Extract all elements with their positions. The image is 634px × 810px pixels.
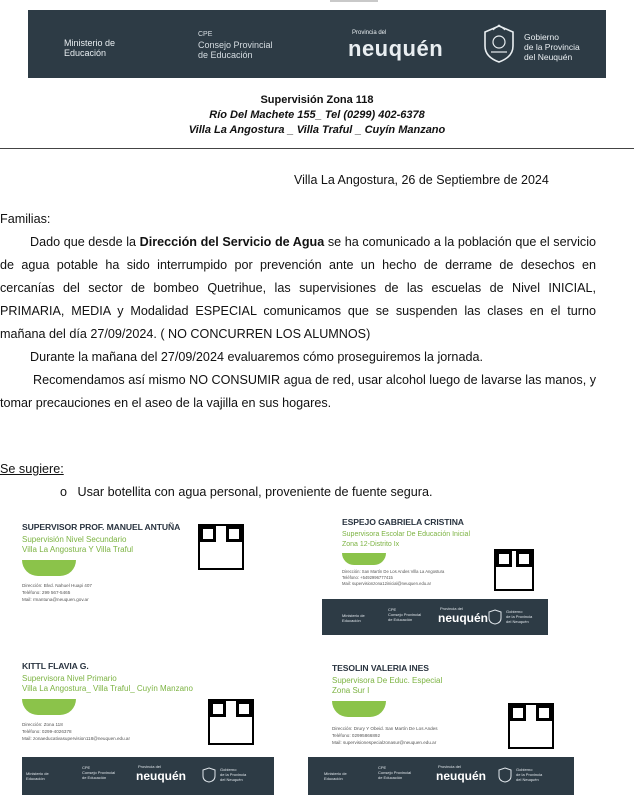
paragraph-2: Durante la mañana del 27/09/2024 evaluaremos cómo proseguiremos la jornada. [30, 350, 483, 364]
card-role: Supervisora Escolar De Educación Inicial Zona 12-Distrito Ix [342, 531, 471, 548]
suggestion-heading: Se sugiere: [0, 462, 64, 476]
signature-card-inicial [322, 517, 548, 635]
paragraph-3: Recomendamos así mismo NO CONSUMIR agua de red, usar alcohol luego de lavarse las manos, y tomar precauciones en el aseo de la vajilla en sus hogares. [0, 373, 596, 410]
neuquen-logo: Provincia del neuquén [348, 30, 444, 61]
green-arc-decoration [342, 553, 386, 565]
signature-card-especial [308, 663, 574, 799]
mini-banner: Ministerio de Educación CPE Consejo Provincial de Educación Provincia del neuquén Gobierno de la Provincia del Neuquén [22, 757, 274, 795]
qr-code-icon [198, 524, 244, 570]
mini-shield-icon [498, 767, 512, 783]
letterhead-title: Supervisión Zona 118 [260, 94, 374, 106]
card-contact-details: Dirección: Drury Y Obeid. San Martín De Los Andes Teléfono: 02995866892 Mail: supervisionespecialzonasur@neuquen.edu.ar [332, 726, 438, 745]
mini-neuquen-logo: neuquén [436, 769, 486, 783]
ministerio-label: Ministerio de Educación [64, 38, 116, 58]
green-arc-decoration [332, 701, 386, 717]
signature-card-primario [22, 661, 274, 799]
mini-banner: Ministerio de Educación CPE Consejo Provincial de Educación Provincia del neuquén Gobierno de la Provincia del Neuquén [308, 757, 574, 795]
card-name: KITTL FLAVIA G. [22, 661, 89, 671]
qr-code-icon [508, 703, 554, 749]
letter-date: Villa La Angostura, 26 de Septiembre de 2024 [294, 173, 549, 187]
cpe-label: CPE Consejo Provincial de Educación [198, 31, 273, 60]
top-edge-line [330, 0, 378, 2]
qr-code-icon [208, 699, 254, 745]
header-divider [0, 148, 634, 149]
card-contact-details: Dirección: San Martín De Los Andes Villa La Angostura Teléfono: +5492996777415 Mail: supervisionzona12inicial@neuquen.edu.ar [342, 569, 445, 586]
mini-neuquen-logo: neuquén [438, 611, 488, 625]
paragraph-1: Dado que desde la Dirección del Servicio de Agua se ha comunicado a la población que el servicio de agua potable ha sido interrumpido por prevención ante un hecho de derrame de desechos en cercanías del sector de bombeo Quetrihue, las supervisiones de las escuelas de Nivel INICIAL, PRIMARIA, MEDIA y Modalidad ESPECIAL comunicamos que se suspenden las clases en el turno mañana del día 27/09/2024. ( NO CONCURREN LOS ALUMNOS) [0, 235, 596, 341]
provincial-shield-icon [480, 24, 518, 64]
letter-body [0, 231, 596, 415]
card-contact-details: Dirección: Zona 118 Teléfono: 0299-4026378 Mail: zonaeducativasupervision118@neuquen.edu.ar [22, 722, 131, 741]
signature-card-secundario [22, 522, 302, 632]
card-name: SUPERVISOR PROF. MANUEL ANTUÑA [22, 522, 181, 532]
water-service-name: Dirección del Servicio de Agua [139, 235, 325, 249]
letterhead-address: Río Del Machete 155_ Tel (0299) 402-6378 [209, 109, 425, 121]
mini-shield-icon [202, 767, 216, 783]
gobierno-label: Gobierno de la Provincia del Neuquén [524, 32, 580, 62]
mini-neuquen-logo: neuquén [136, 769, 186, 783]
green-arc-decoration [22, 699, 76, 715]
mini-shield-icon [488, 609, 502, 625]
card-name: ESPEJO GABRIELA CRISTINA [342, 517, 464, 527]
header-banner [28, 10, 606, 78]
card-name: TESOLIN VALERIA INES [332, 663, 429, 673]
card-role: Supervisora Nivel Primario Villa La Angostura_ Villa Traful_ Cuyín Manzano [22, 674, 193, 693]
card-contact-details: Dirección: Blvd. Nahuel Huapi 407 Teléfono: 299 567-5465 Mail: rmantuna@neuquen.gov.ar [22, 583, 92, 602]
card-role: Supervisión Nivel Secundario Villa La Angostura Y Villa Traful [22, 535, 134, 554]
mini-banner: Ministerio de Educación CPE Consejo Provincial de Educación Provincia del neuquén Gobierno de la Provincia del Neuquén [322, 599, 548, 635]
qr-code-icon [494, 549, 534, 591]
card-role: Supervisora De Educ. Especial Zona Sur I [332, 676, 443, 695]
letterhead-localities: Villa La Angostura _ Villa Traful _ Cuyín Manzano [188, 124, 446, 136]
salutation: Familias: [0, 212, 51, 226]
suggestion-item: o Usar botellita con agua personal, proveniente de fuente segura. [60, 485, 433, 499]
green-arc-decoration [22, 560, 76, 576]
